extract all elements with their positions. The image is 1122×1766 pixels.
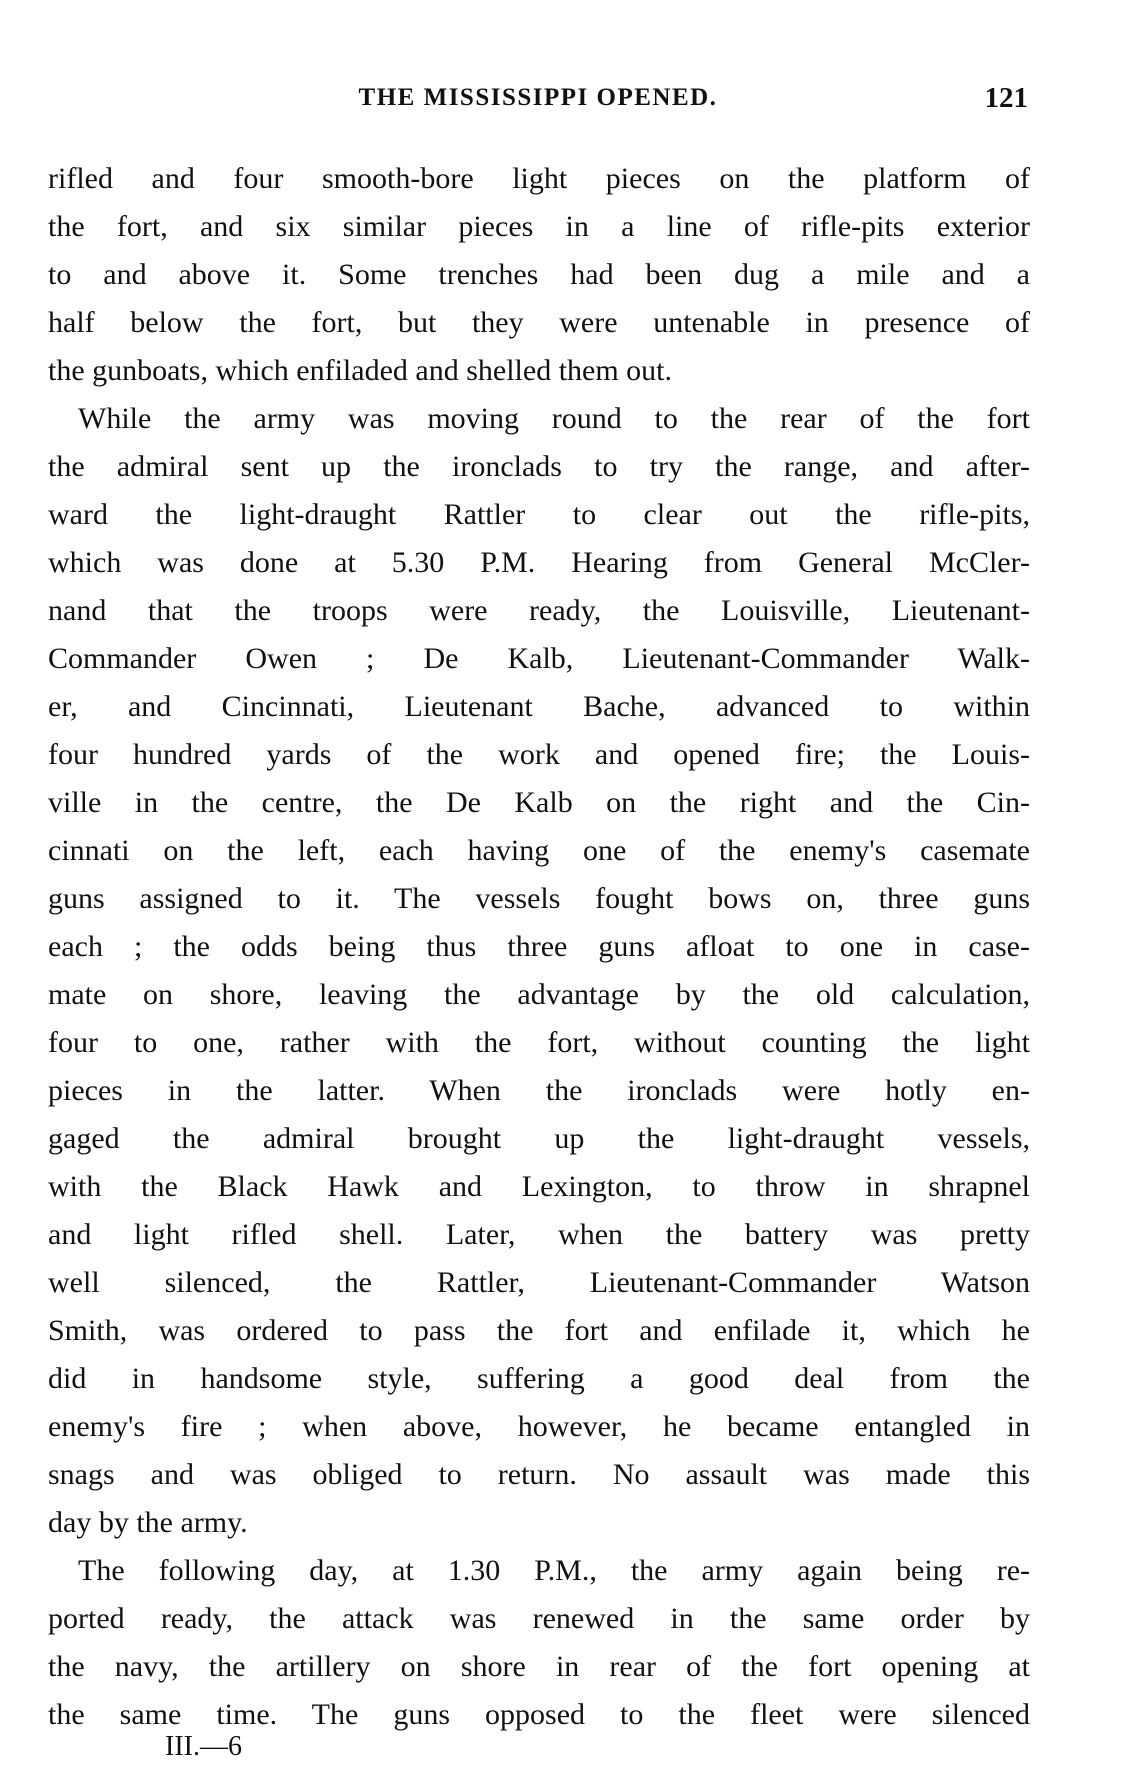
text-line: mate on shore, leaving the advantage by the old calculation, [48, 978, 1030, 1011]
text-line: cinnati on the left, each having one of the enemy's casemate [48, 834, 1030, 867]
running-head [48, 82, 1028, 122]
text-line: to and above it. Some trenches had been dug a mile and a [48, 258, 1030, 291]
running-title: THE MISSISSIPPI OPENED. [358, 84, 718, 111]
text-line: rifled and four smooth-bore light pieces on the platform of [48, 162, 1030, 195]
text-line: guns assigned to it. The vessels fought bows on, three guns [48, 882, 1030, 915]
text-line: The following day, at 1.30 P.M., the army again being re- [78, 1554, 1030, 1587]
text-line: the navy, the artillery on shore in rear of the fort opening at [48, 1650, 1030, 1683]
text-line: enemy's fire ; when above, however, he became entangled in [48, 1410, 1030, 1443]
text-line: and light rifled shell. Later, when the battery was pretty [48, 1218, 1030, 1251]
text-line: did in handsome style, suffering a good deal from the [48, 1362, 1030, 1395]
text-line: Commander Owen ; De Kalb, Lieutenant-Commander Walk- [48, 642, 1030, 675]
text-line: four hundred yards of the work and opened fire; the Louis- [48, 738, 1030, 771]
signature-mark: III.—6 [165, 1731, 242, 1762]
text-line: pieces in the latter. When the ironclads were hotly en- [48, 1074, 1030, 1107]
text-line: While the army was moving round to the rear of the fort [78, 402, 1030, 435]
text-line: which was done at 5.30 P.M. Hearing from General McCler- [48, 546, 1030, 579]
text-line: snags and was obliged to return. No assault was made this [48, 1458, 1030, 1491]
text-line: gaged the admiral brought up the light-draught vessels, [48, 1122, 1030, 1155]
text-line: the fort, and six similar pieces in a line of rifle-pits exterior [48, 210, 1030, 243]
text-line: with the Black Hawk and Lexington, to throw in shrapnel [48, 1170, 1030, 1203]
text-line: ville in the centre, the De Kalb on the right and the Cin- [48, 786, 1030, 819]
text-line: day by the army. [48, 1506, 248, 1539]
text-line: ported ready, the attack was renewed in the same order by [48, 1602, 1030, 1635]
page-number: 121 [984, 82, 1028, 114]
text-line: well silenced, the Rattler, Lieutenant-Commander Watson [48, 1266, 1030, 1299]
text-line: the gunboats, which enfiladed and shelled them out. [48, 354, 673, 387]
text-line: ward the light-draught Rattler to clear out the rifle-pits, [48, 498, 1030, 531]
text-line: the same time. The guns opposed to the fleet were silenced [48, 1698, 1030, 1731]
body-text [48, 155, 1030, 1739]
text-line: each ; the odds being thus three guns afloat to one in case- [48, 930, 1030, 963]
text-line: half below the fort, but they were untenable in presence of [48, 306, 1030, 339]
text-line: Smith, was ordered to pass the fort and enfilade it, which he [48, 1314, 1030, 1347]
text-line: er, and Cincinnati, Lieutenant Bache, advanced to within [48, 690, 1030, 723]
text-line: the admiral sent up the ironclads to try the range, and after- [48, 450, 1030, 483]
text-line: four to one, rather with the fort, without counting the light [48, 1026, 1030, 1059]
text-line: nand that the troops were ready, the Louisville, Lieutenant- [48, 594, 1030, 627]
